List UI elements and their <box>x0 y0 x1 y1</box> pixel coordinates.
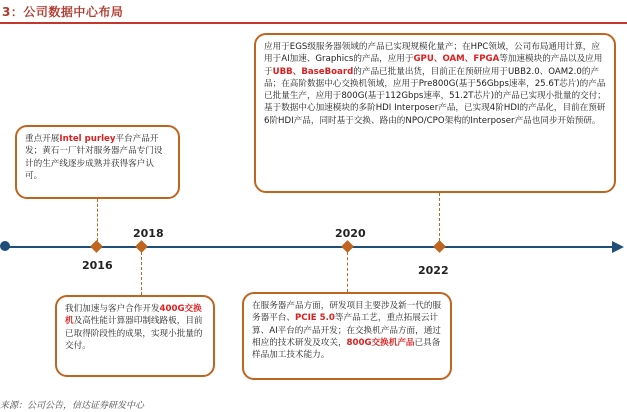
callout-2022-highlight-gpu: GPU <box>413 54 434 65</box>
milestone-2018-marker <box>135 240 148 253</box>
callout-2018-text-1: 我们加速与客户合作开发 <box>65 304 160 314</box>
callout-2022-text-3: 的产品已批量出货，目前正在预研应用于UBB2.0、OAM2.0的产品；在高阶数据中心交换机领域，应用于Pre800G(基于56Gbps速率，25.6T芯片)的产品已批量生产，应用于800G(基于112Gbps速率，51.2T芯片)的产品已实现小批量的交付；基于数据中心加速模块的多阶HDI Interposer产品，已实现4阶HDI的产品化，目前在预研6阶HDI产品，同时基于交换、路由的NPO/CPO架构的Interposer产品也同步开始预研。 <box>264 66 606 126</box>
callout-2020-text-2: 等产品工艺，重点拓展云计算、AI平台的产品开发；在交换机产品方面，通过相应的技术研发及攻关， <box>252 313 441 348</box>
milestone-2020-marker <box>341 240 354 253</box>
milestone-2022-marker <box>433 240 446 253</box>
timeline-arrow-icon <box>612 241 624 253</box>
callout-2016 <box>15 125 180 199</box>
callout-2022-text-1: 应用于EGS级服务器领域的产品已实现规模化量产；在HPC领域，公司布局通用计算，应用于AI加速、Graphics的产品，应用于 <box>264 42 600 65</box>
year-label-2016: 2016 <box>82 259 113 272</box>
callout-2016-highlight-intel-purley: Intel purley <box>59 134 116 144</box>
milestone-2016-marker <box>90 240 103 253</box>
callout-2020-highlight-pcie5: PCIE 5.0 <box>294 313 335 324</box>
callout-2022-separator-3: 、 <box>292 66 302 77</box>
callout-2016-text-1: 重点开展 <box>25 134 60 144</box>
callout-2022 <box>254 33 616 193</box>
callout-2022-highlight-ubb: UBB <box>272 66 293 77</box>
callout-2020-text-3: 已具备样品加工技术能力。 <box>252 337 441 361</box>
callout-2016-text-2: 平台产品开发；黄石一厂针对服务器产品专门设计的生产线逐步成熟并获得客户认可。 <box>25 134 163 181</box>
header-bar <box>0 0 627 24</box>
callout-2022-highlight-fpga: FPGA <box>473 54 500 65</box>
callout-2022-text-2: 等加速模块的产品以及应用于 <box>264 54 603 77</box>
callout-2020-text-1: 在服务器产品方面，研发项目主要涉及新一代的服务器平台、 <box>252 301 442 324</box>
year-label-2018: 2018 <box>133 227 164 240</box>
timeline-start-dot <box>0 241 10 251</box>
page-title: 3：公司数据中心布局 <box>2 5 124 19</box>
callout-2022-highlight-oam: OAM <box>442 54 465 65</box>
source-note: 来源：公司公告，信达证券研发中心 <box>0 401 145 411</box>
callout-2020-highlight-800g-switch: 800G交换机产品 <box>346 337 415 348</box>
connector-2016 <box>97 199 98 241</box>
callout-2018 <box>55 295 215 377</box>
year-label-2022: 2022 <box>418 264 449 277</box>
callout-2018-text-2: 及高性能计算器印制线路板，目前已取得阶段性的成果，实现小批量的交付。 <box>65 316 203 351</box>
callout-2022-separator-2: 、 <box>464 54 474 65</box>
year-label-2020: 2020 <box>335 227 366 240</box>
connector-2022 <box>439 193 440 241</box>
callout-2022-separator-1: 、 <box>433 54 443 65</box>
callout-2022-highlight-baseboard: BaseBoard <box>301 66 354 77</box>
connector-2020 <box>347 252 348 292</box>
callout-2020 <box>242 292 452 380</box>
callout-2018-highlight-400g-switch: 400G交换机 <box>65 304 202 327</box>
connector-2018 <box>141 252 142 295</box>
